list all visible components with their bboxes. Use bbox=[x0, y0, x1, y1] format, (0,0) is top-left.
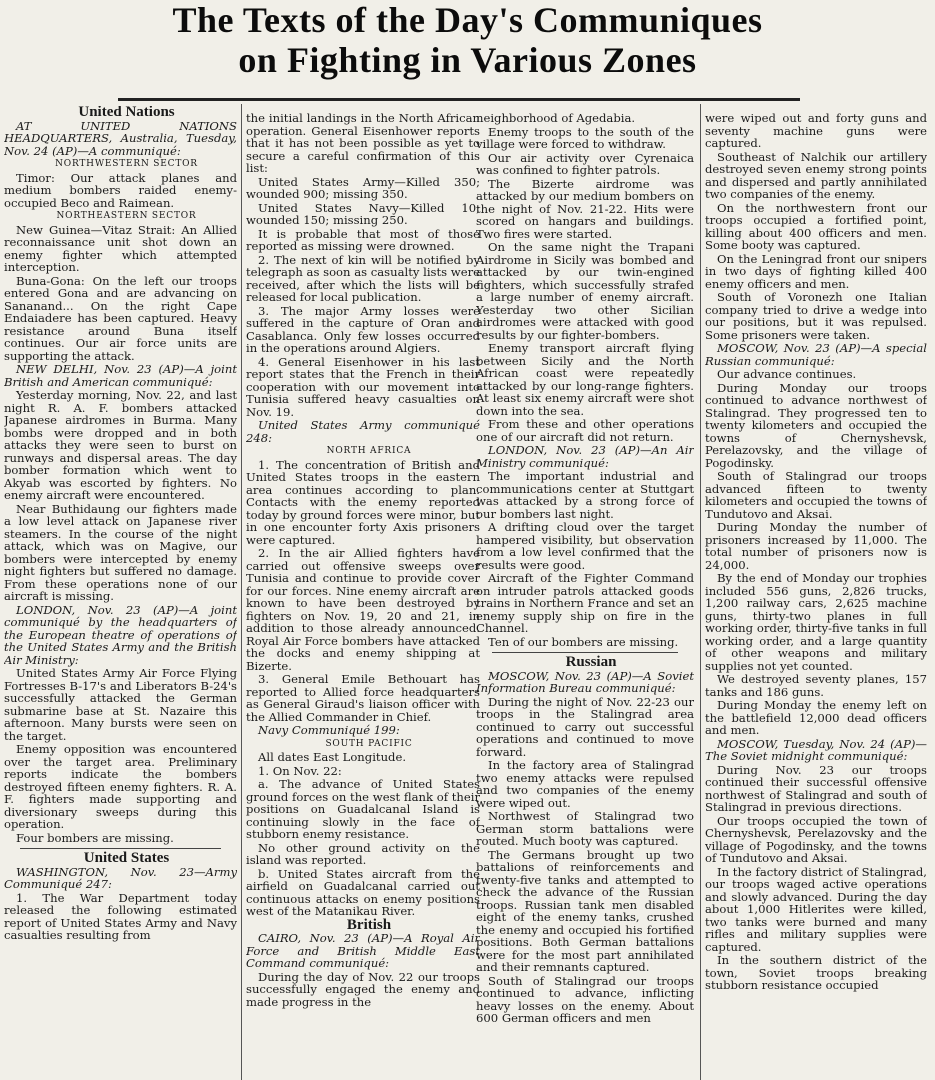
paragraph: South of Stalingrad our troops continued to advance, inflicting heavy losses on the enemy. About 600 German officers and men bbox=[476, 973, 694, 1025]
paragraph: During the day of Nov. 22 our troops successfully engaged the enemy and made progress in the bbox=[246, 969, 480, 1009]
paragraph: New Guinea—Vitaz Strait: An Allied reconnaissance unit shot down an enemy fighter which attempted interception. bbox=[4, 222, 237, 274]
dateline: MOSCOW, Tuesday, Nov. 24 (AP)—The Soviet midnight communiqué: bbox=[705, 736, 927, 763]
paragraph: In the factory area of Stalingrad two enemy attacks were repulsed and two companies of the enemy were wiped out. bbox=[476, 758, 694, 810]
dateline: MOSCOW, Nov. 23 (AP)—A Soviet Information Bureau communiqué: bbox=[476, 668, 694, 695]
paragraph: Timor: Our attack planes and medium bombers raided enemy-occupied Beco and Raimean. bbox=[4, 170, 237, 210]
column-4 bbox=[705, 112, 927, 1080]
paragraph: a. The advance of United States ground forces on the west flank of their positions on Guadalcanal Island is continuing slowly in the face of stubborn enemy resistance. bbox=[246, 777, 480, 841]
separator bbox=[492, 652, 678, 653]
paragraph: On the Leningrad front our snipers in two days of fighting killed 400 enemy officers and men. bbox=[705, 251, 927, 291]
paragraph: 1. The War Department today released the following estimated report of United States Army and Navy casualties resulting from bbox=[4, 890, 237, 942]
paragraph: No other ground activity on the island was reported. bbox=[246, 840, 480, 867]
paragraph: 3. The major Army losses were suffered in the capture of Oran and Casablanca. Only few losses occurred in the operations around Algiers. bbox=[246, 303, 480, 355]
paragraph: Aircraft of the Fighter Command on intruder patrols attacked goods trains in Northern France and set an enemy supply ship on fire in the Channel. bbox=[476, 571, 694, 635]
paragraph: the initial landings in the North African operation. General Eisenhower reports that it has not been possible as yet to secure a careful confirmation of this list: bbox=[246, 112, 480, 175]
dateline: CAIRO, Nov. 23 (AP)—A Royal Air Force and British Middle East Command communiqué: bbox=[246, 931, 480, 970]
paragraph: Southeast of Nalchik our artillery destroyed seven enemy strong points and dispersed and partly annihilated two companies of the enemy. bbox=[705, 149, 927, 201]
paragraph: 2. In the air Allied fighters have carried out offensive sweeps over Tunisia and continue to provide cover for our forces. Nine enemy aircraft are known to have been destroyed by fighters on Nov. 19, 20 and 21, in addition to those already announced. Royal Air Force bombers have attacked the docks and enemy shipping at Bizerte. bbox=[246, 546, 480, 673]
section-head-russian: Russian bbox=[565, 654, 617, 670]
paragraph: In the southern district of the town, Soviet troops breaking stubborn resistance occupied bbox=[705, 953, 927, 992]
dateline: United States Army communiqué 248: bbox=[246, 418, 480, 445]
paragraph: During Monday our troops continued to advance northwest of Stalingrad. They progressed ten to twenty kilometers and occupied the towns of Chernyshevsk, Perelazovsky, and the village of Pogodinsky. bbox=[705, 380, 927, 470]
dateline: NEW DELHI, Nov. 23 (AP)—A joint British and American communiqué: bbox=[4, 362, 237, 389]
paragraph: United States Navy—Killed 10; wounded 150; missing 250. bbox=[246, 200, 480, 227]
headline bbox=[0, 0, 935, 80]
paragraph: neighborhood of Agedabia. bbox=[476, 112, 636, 125]
dateline: LONDON, Nov. 23 (AP)—An Air Ministry communiqué: bbox=[476, 443, 694, 470]
paragraph: By the end of Monday our trophies included 556 guns, 2,826 trucks, 1,200 railway cars, 2,625 machine guns, thirty-two planes in full working order, thirty-five tanks in full working order, and a large quantity of other weapons and military supplies not yet counted. bbox=[705, 571, 927, 673]
paragraph: 1. The concentration of British and United States troops in the eastern area continues according to plan. Contacts with the enemy reported today by ground forces were minor, but in one encounter forty Axis prisoners were captured. bbox=[246, 457, 480, 547]
paragraph: Our troops occupied the town of Chernyshevsk, Perelazovsky and the village of Pogodinsky, and the towns of Tundutovo and Aksai. bbox=[705, 813, 927, 865]
paragraph: In the factory district of Stalingrad, our troops waged active operations and slowly advanced. During the day about 1,000 Hitlerites were killed, two tanks were burned and many rifles and military supplies were captured. bbox=[705, 864, 927, 954]
paragraph: Four bombers are missing. bbox=[16, 830, 174, 845]
separator bbox=[20, 848, 221, 849]
paragraph: A drifting cloud over the target hampered visibility, but observation from a low level confirmed that the results were good. bbox=[476, 520, 694, 572]
paragraph: Northwest of Stalingrad two German storm battalions were routed. Much booty was captured. bbox=[476, 809, 694, 848]
paragraph: 1. On Nov. 22: bbox=[258, 763, 342, 778]
paragraph: Ten of our bombers are missing. bbox=[488, 634, 679, 649]
paragraph: United States Army Air Force Flying Fortresses B-17's and Liberators B-24's successfully attacked the German submarine base at St. Nazaire this afternoon. Many bursts were seen on the target. bbox=[4, 666, 237, 743]
column-1 bbox=[4, 106, 237, 1080]
subhead: NORTHEASTERN SECTOR bbox=[56, 211, 197, 221]
paragraph: Our advance continues. bbox=[717, 367, 857, 381]
section-head-united-nations: United Nations bbox=[78, 106, 175, 120]
paragraph: Our air activity over Cyrenaica was confined to fighter patrols. bbox=[476, 150, 694, 177]
column-2 bbox=[246, 112, 480, 1080]
column-divider bbox=[700, 104, 701, 1080]
paragraph: From these and other operations one of our aircraft did not return. bbox=[476, 417, 694, 444]
paragraph: Enemy opposition was encountered over the target area. Preliminary reports indicate the bombers destroyed fifteen enemy fighters. R. A. F. fighters made supporting and diversionary sweeps during this operation. bbox=[4, 742, 237, 831]
dateline: AT UNITED NATIONS HEADQUARTERS, Australia, Tuesday, Nov. 24 (AP)—A communiqué: bbox=[4, 118, 237, 158]
paragraph: During Monday the number of prisoners increased by 11,000. The total number of prisoners now is 24,000. bbox=[705, 520, 927, 572]
headline-rule bbox=[118, 98, 800, 101]
paragraph: On the same night the Trapani Airdrome in Sicily was bombed and attacked by our twin-engined fighters, which successfully strafed a large number of enemy aircraft. Yesterday two other Sicilian airdromes were attacked with good results by our fighter-bombers. bbox=[476, 240, 694, 342]
column-3 bbox=[476, 112, 694, 1080]
paragraph: On the northwestern front our troops occupied a fortified point, killing about 400 officers and men. Some booty was captured. bbox=[705, 200, 927, 252]
paragraph: Enemy transport aircraft flying between Sicily and the North African coast were repeatedly attacked by our long-range fighters. At least six enemy aircraft were shot down into the sea. bbox=[476, 341, 694, 418]
paragraph: The Germans brought up two battalions of reinforcements and twenty-five tanks and attempted to check the advance of the Russian troops. Russian tank men disabled eight of the enemy tanks, crushed the enemy and occupied his fortified positions. Both German battalions were for the most part annihilated and their remnants captured. bbox=[476, 847, 694, 974]
paragraph: During the night of Nov. 22-23 our troops in the Stalingrad area continued to carry out successful operations and continued to move forward. bbox=[476, 694, 694, 759]
subhead: NORTH AFRICA bbox=[326, 446, 412, 456]
paragraph: South of Voronezh one Italian company tried to drive a wedge into our positions, but it was repulsed. Some prisoners were taken. bbox=[705, 290, 927, 342]
dateline: LONDON, Nov. 23 (AP)—A joint communiqué by the headquarters of the European theatre of operations of the United States Army and the British Air Ministry: bbox=[4, 602, 237, 667]
section-head-united-states: United States bbox=[83, 850, 170, 866]
column-divider bbox=[241, 104, 242, 1080]
paragraph: 3. General Emile Bethouart has reported to Allied force headquarters as General Giraud's liaison officer with the Allied Commander in Chief. bbox=[246, 672, 480, 724]
section-head-british: British bbox=[346, 916, 392, 933]
paragraph: Buna-Gona: On the left our troops entered Gona and are advancing on Sananand... On the right Cape Endaiadere has been captured. Heavy resistance around Buna itself continues. Our air force units are supporting the attack. bbox=[4, 273, 237, 363]
headline-line-1: The Texts of the Day's Communiques bbox=[172, 0, 763, 40]
paragraph: We destroyed seventy planes, 157 tanks and 186 guns. bbox=[705, 672, 927, 699]
dateline: WASHINGTON, Nov. 23—Army Communiqué 247: bbox=[4, 864, 237, 891]
paragraph: Enemy troops to the south of the village were forced to withdraw. bbox=[476, 124, 694, 151]
dateline: Navy Communiqué 199: bbox=[258, 723, 400, 737]
headline-line-2: on Fighting in Various Zones bbox=[238, 40, 697, 80]
paragraph: All dates East Longitude. bbox=[258, 750, 407, 764]
subhead: NORTHWESTERN SECTOR bbox=[55, 159, 198, 169]
subhead: SOUTH PACIFIC bbox=[325, 738, 413, 749]
dateline: MOSCOW, Nov. 23 (AP)—A special Russian communiqué: bbox=[705, 341, 927, 368]
paragraph: Yesterday morning, Nov. 22, and last night R. A. F. bombers attacked Japanese airdromes in Burma. Many bombs were dropped and in both attacks they were seen to burst on runways and dispersal areas. The day bomber formation which went to Akyab was escorted by fighters. No enemy aircraft were encountered. bbox=[4, 388, 237, 502]
paragraph: 4. General Eisenhower in his last report states that the French in their cooperation with our movement into Tunisia suffered heavy casualties on Nov. 19. bbox=[246, 354, 480, 419]
paragraph: The Bizerte airdrome was attacked by our medium bombers on the night of Nov. 21-22. Hits were scored on hangars and buildings. Two fires were started. bbox=[476, 176, 694, 241]
paragraph: It is probable that most of those reported as missing were drowned. bbox=[246, 226, 480, 253]
paragraph: Near Buthidaung our fighters made a low level attack on Japanese river steamers. In the course of the night attack, which was on Magive, our bombers were intercepted by enemy night fighters but suffered no damage. From these operations none of our aircraft is missing. bbox=[4, 501, 237, 603]
paragraph: During Monday the enemy left on the battlefield 12,000 dead officers and men. bbox=[705, 698, 927, 737]
paragraph: The important industrial and communications center at Stuttgart was attacked by a strong force of our bombers last night. bbox=[476, 469, 694, 521]
paragraph: were wiped out and forty guns and seventy machine guns were captured. bbox=[705, 112, 927, 150]
paragraph: 2. The next of kin will be notified by telegraph as soon as casualty lists were received, after which the lists will be released for local publication. bbox=[246, 252, 480, 304]
paragraph: United States Army—Killed 350; wounded 900; missing 350. bbox=[246, 174, 480, 201]
paragraph: During Nov. 23 our troops continued their successful offensive northwest of Stalingrad and south of Stalingrad in previous directions. bbox=[705, 762, 927, 814]
paragraph: South of Stalingrad our troops advanced fifteen to twenty kilometers and occupied the towns of Tundutovo and Aksai. bbox=[705, 469, 927, 521]
paragraph: b. United States aircraft from the airfield on Guadalcanal carried out continuous attacks on enemy positions west of the Matanikau River. bbox=[246, 866, 480, 918]
